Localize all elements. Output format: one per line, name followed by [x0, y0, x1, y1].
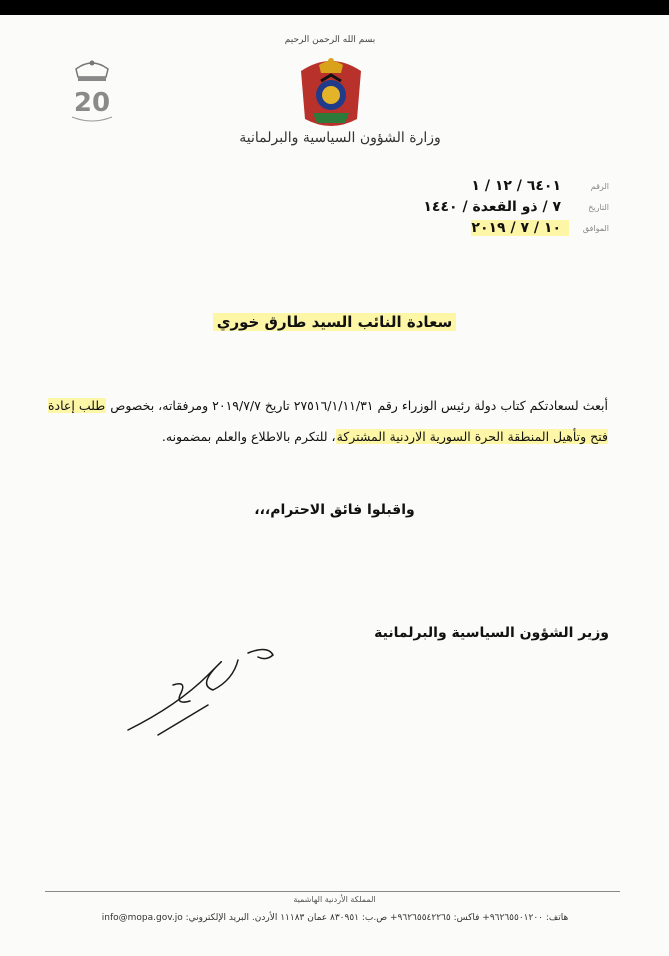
ministry-name: وزارة الشؤون السياسية والبرلمانية: [239, 130, 441, 146]
closing-line: واقبلوا فائق الاحترام،،،: [254, 502, 415, 518]
date-label: التاريخ: [588, 202, 609, 212]
letter-page: [0, 15, 669, 956]
addressee: [0, 313, 669, 331]
corresponding-label: الموافق: [582, 223, 609, 233]
footer-divider: [45, 891, 620, 892]
handwritten-signature-icon: [118, 635, 278, 745]
footer-country: المملكة الأردنية الهاشمية: [293, 895, 376, 904]
number-value: ٦٤٠١ / ١٢ / ١: [471, 178, 561, 194]
bismillah-text: بسم الله الرحمن الرحيم: [284, 35, 376, 45]
signer-title: وزير الشؤون السياسية والبرلمانية: [374, 625, 609, 641]
body-part-2: ، للتكرم بالاطلاع والعلم بمضمونه.: [161, 429, 336, 444]
body-part-1: أبعث لسعادتكم كتاب دولة رئيس الوزراء رقم ٢٧٥١٦/١/١١/٣١ تاريخ ٢٠١٩/٧/٧ ومرفقاته، بخصوص: [106, 398, 608, 413]
body-highlight: طلب إعادة فتح وتأهيل المنطقة الحرة السورية الاردنية المشتركة: [48, 398, 608, 444]
addressee-text: سعادة النائب السيد طارق خوري: [213, 313, 457, 331]
corresponding-value: ١٠ / ٧ / ٢٠١٩: [471, 220, 569, 236]
date-value: ٧ / ذو القعدة / ١٤٤٠: [423, 199, 561, 215]
letter-body: [48, 390, 608, 452]
svg-text:20: 20: [73, 88, 111, 118]
coat-of-arms-icon: [295, 53, 367, 133]
anniversary-logo-icon: [62, 55, 122, 127]
footer-contact: هاتف: ٩٦٢٦٥٥٠١٢٠٠+ فاكس: ٩٦٢٦٥٥٤٢٢٦٥+ ص.ب: ٨٣٠٩٥١ عمان ١١١٨٣ الأردن. البريد الإلكتروني: info@mopa.gov.jo: [101, 913, 569, 923]
number-label: الرقم: [590, 181, 609, 191]
